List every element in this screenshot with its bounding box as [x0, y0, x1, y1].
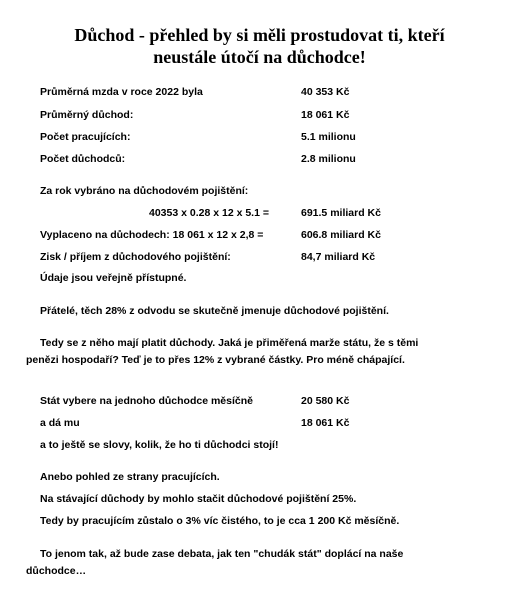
state-collects-value: 20 580 Kč: [301, 395, 350, 407]
workers-line-2: Na stávající důchody by mohlo stačit důchodové pojištění 25%.: [40, 493, 357, 505]
title-line-1: Důchod - přehled by si měli prostudovat ti, kteří: [74, 25, 445, 45]
collected-formula: 40353 x 0.28 x 12 x 5.1 =: [149, 207, 269, 219]
closing-line-2: důchodce…: [26, 565, 87, 577]
profit-row: [40, 249, 480, 265]
stat-value: 40 353 Kč: [301, 86, 350, 98]
stat-value: 2.8 milionu: [301, 153, 356, 165]
collected-formula-row: [40, 205, 480, 221]
state-collects-row: [40, 393, 480, 409]
profit-value: 84,7 miliard Kč: [301, 251, 376, 263]
stat-label: Počet pracujících:: [40, 131, 131, 143]
stat-row-pensioners-count: [40, 151, 480, 167]
stat-row-average-wage: [40, 84, 480, 100]
paid-label: Vyplaceno na důchodech: 18 061 x 12 x 2,8 =: [40, 229, 264, 241]
page-title: [0, 24, 519, 68]
stat-value: 5.1 milionu: [301, 131, 356, 143]
state-words: a to ještě se slovy, kolik, že ho ti důchodci stojí!: [40, 439, 279, 451]
friends-note: Přátelé, těch 28% z odvodu se skutečně jmenuje důchodové pojištění.: [40, 305, 389, 317]
collected-value: 691.5 miliard Kč: [301, 207, 381, 219]
stat-value: 18 061 Kč: [301, 109, 350, 121]
profit-label: Zisk / příjem z důchodového pojištění:: [40, 251, 231, 263]
state-gives-label: a dá mu: [40, 417, 80, 429]
state-gives-row: [40, 415, 480, 431]
stat-label: Počet důchodců:: [40, 153, 126, 165]
margin-paragraph-line-2: penězi hospodaří? Teď je to přes 12% z vybrané částky. Pro méně chápající.: [26, 354, 405, 366]
title-line-2: neustále útočí na důchodce!: [153, 47, 366, 67]
state-gives-value: 18 061 Kč: [301, 417, 350, 429]
public-note: Údaje jsou veřejně přístupné.: [40, 272, 187, 284]
paid-row: [40, 227, 480, 243]
paid-value: 606.8 miliard Kč: [301, 229, 381, 241]
stat-row-average-pension: [40, 107, 480, 123]
workers-line-1: Anebo pohled ze strany pracujících.: [40, 471, 220, 483]
state-collects-label: Stát vybere na jednoho důchodce měsíčně: [40, 395, 253, 407]
workers-line-3: Tedy by pracujícím zůstalo o 3% víc čistého, to je cca 1 200 Kč měsíčně.: [40, 515, 400, 527]
stat-label: Průměrná mzda v roce 2022 byla: [40, 86, 203, 98]
stat-row-workers-count: [40, 129, 480, 145]
stat-label: Průměrný důchod:: [40, 109, 134, 121]
closing-line-1: To jenom tak, až bude zase debata, jak ten "chudák stát" doplácí na naše: [40, 548, 404, 560]
margin-paragraph-line-1: Tedy se z něho mají platit důchody. Jaká je přiměřená marže státu, že s těmi: [40, 337, 419, 349]
collected-heading: Za rok vybráno na důchodovém pojištění:: [40, 185, 249, 197]
